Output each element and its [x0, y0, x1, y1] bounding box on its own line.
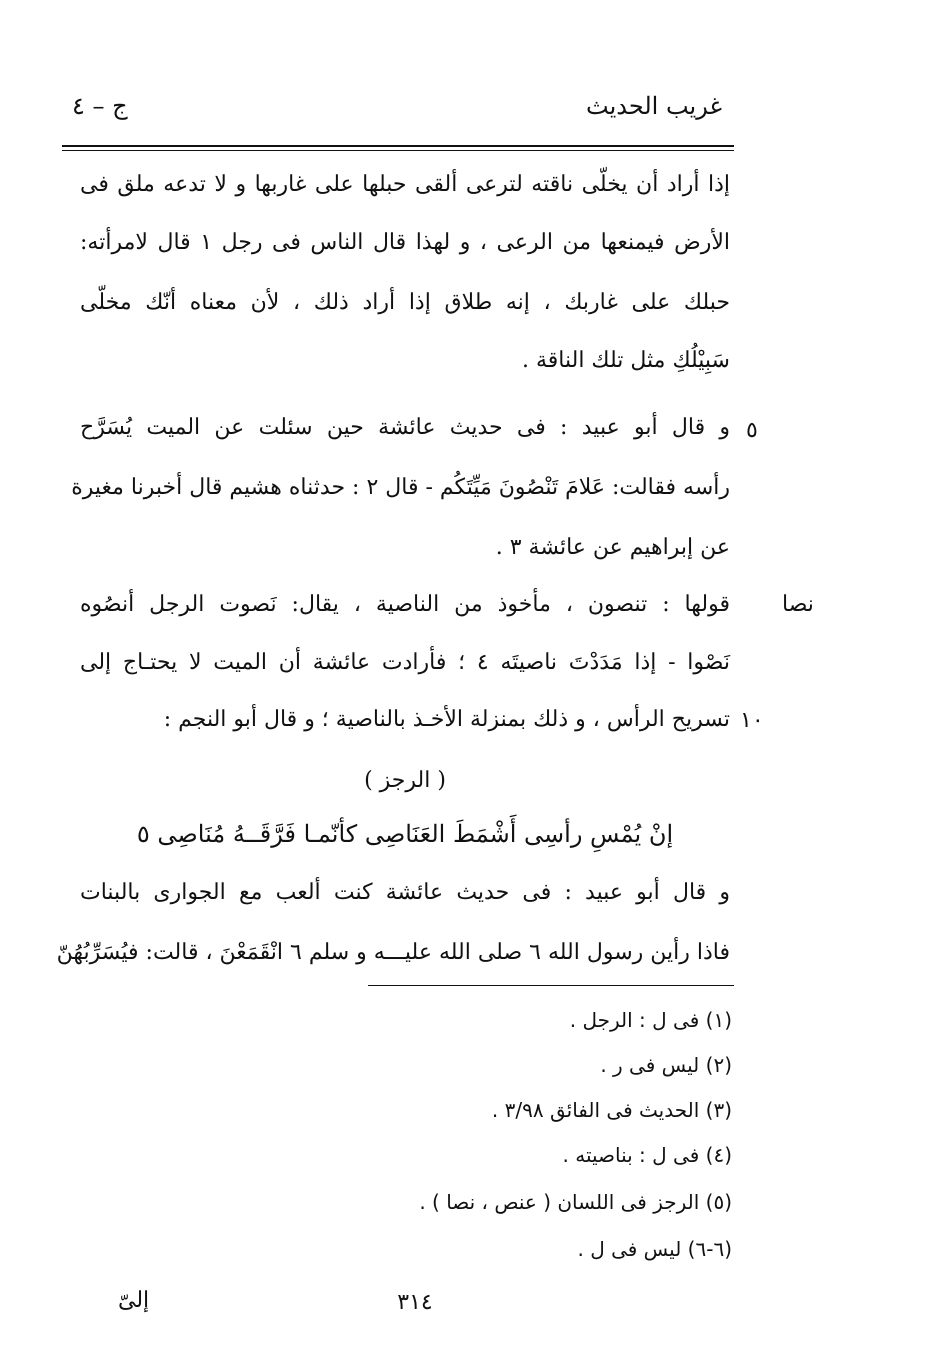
verse-line: إنْ يُمْسِ رأسِى أَشْمَطَ العَنَاصِى كأنّمـا فَرَّقَــهُ مُنَاصِى ٥ [136, 820, 674, 848]
footnote: (٤) فى ل : بناصيته . [562, 1143, 732, 1167]
footnote: (٦-٦) ليس فى ل . [577, 1237, 732, 1261]
text-line: نَصْوا - إذا مَدَدْتَ ناصيتَه ٤ ؛ فأرادت عائشة أن الميت لا يحتـاج إلى [80, 650, 730, 675]
text-line: قولها : تنصون ، مأخوذ من الناصية ، يقال: نَصوت الرجل أنصُوه [80, 592, 730, 617]
text-line: رأسه فقالت: عَلامَ تَنْصُونَ مَيِّتَكُم - قال ٢ : حدثناه هشيم قال أخبرنا مغيرة [71, 475, 730, 500]
running-title: غريب الحديث [586, 92, 722, 120]
footnote-rule [368, 985, 734, 986]
footnote: (٣) الحديث فى الفائق ٣/٩٨ . [491, 1098, 732, 1122]
margin-note: نصا [782, 592, 814, 617]
text-line: فاذا رأين رسول الله ٦ صلى الله عليـــه و سلم ٦ انْقَمَعْنَ ، قالت: فيُسَرِّبُهُنّ [56, 940, 730, 965]
footnote: (٢) ليس فى ر . [600, 1053, 732, 1077]
footnote: (١) فى ل : الرجل . [569, 1008, 732, 1032]
text-line: تسريح الرأس ، و ذلك بمنزلة الأخـذ بالناصية ؛ و قال أبو النجم : [163, 707, 730, 732]
text-line: سَبِيْلُكِ مثل تلك الناقة . [521, 348, 730, 373]
text-line: إذا أراد أن يخلّى ناقته لترعى ألقى حبلها على غاربها و لا تدعه ملق فى [80, 172, 730, 197]
page-number: ٣١٤ [397, 1290, 433, 1315]
text-line: و قال أبو عبيد : فى حديث عائشة كنت ألعب مع الجوارى بالبنات [80, 880, 730, 905]
text-line: و قال أبو عبيد : فى حديث عائشة حين سئلت عن الميت يُسَرَّح [80, 415, 730, 440]
meter-label: ( الرجز ) [364, 768, 446, 793]
text-line: عن إبراهيم عن عائشة ٣ . [495, 535, 730, 560]
volume-number: ج – ٤ [72, 92, 128, 120]
footnote: (٥) الرجز فى اللسان ( عنص ، نصا ) . [419, 1190, 732, 1214]
catchword: إلىّ [118, 1288, 150, 1313]
text-line: حبلك على غاربك ، إنه طلاق إذا أراد ذلك ، لأن معناه أنّك مخلّى [80, 290, 730, 315]
line-number: ١٠ [740, 708, 764, 733]
main-text [56, 0, 730, 980]
text-line: الأرض فيمنعها من الرعى ، و لهذا قال الناس فى رجل ١ قال لامرأته: [80, 230, 730, 255]
line-number: ٥ [746, 418, 758, 443]
